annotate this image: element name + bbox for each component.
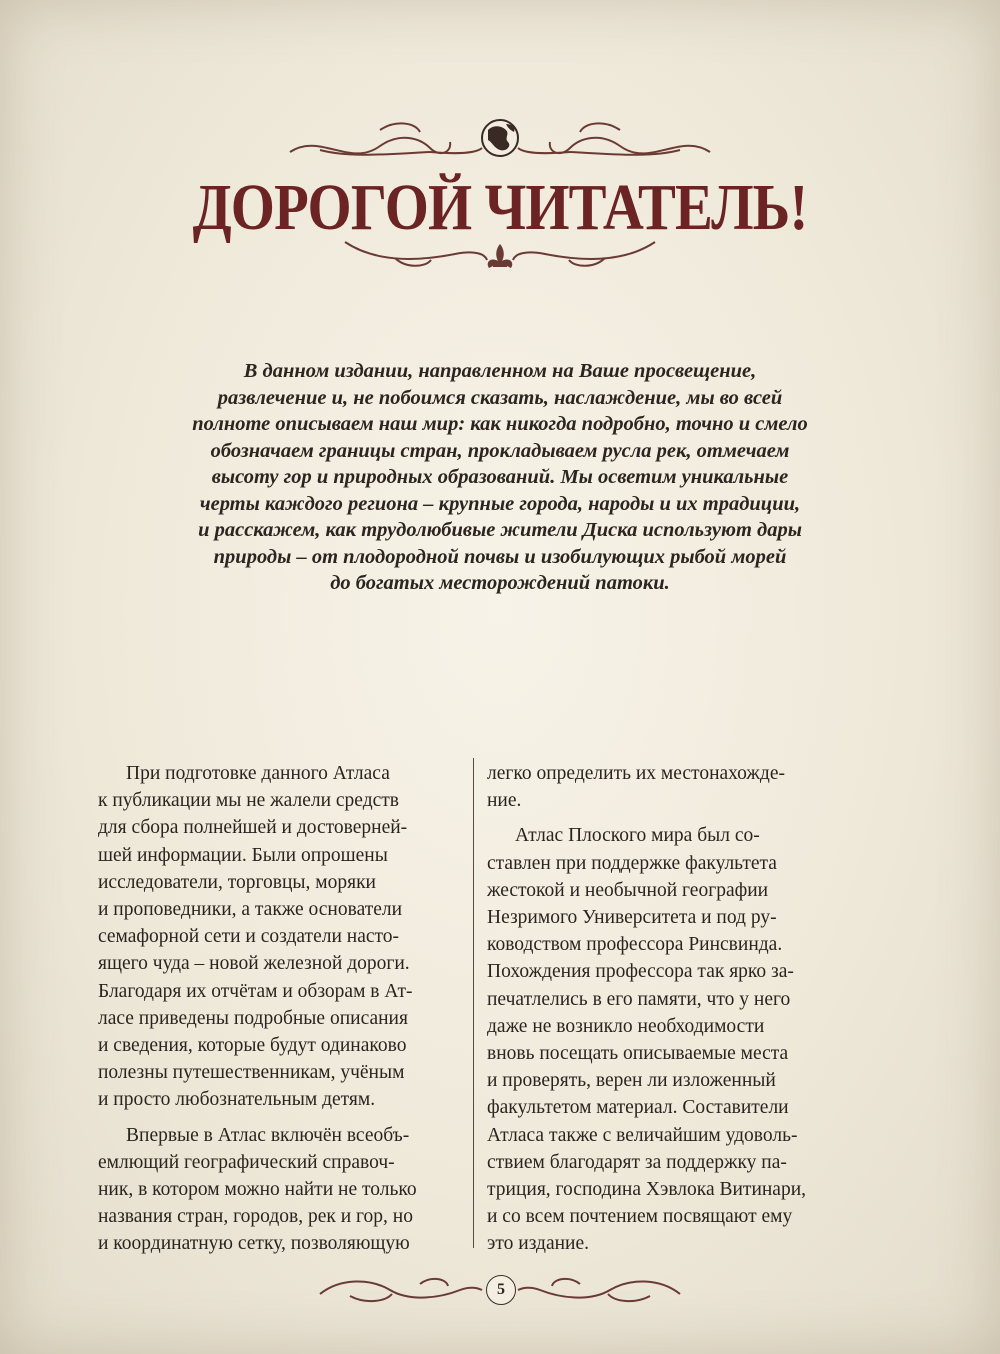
text-line: это издание. xyxy=(487,1233,590,1255)
globe-flourish-icon xyxy=(280,112,720,174)
left-paragraph-2 xyxy=(98,1122,458,1258)
text-line: ководством профессора Ринсвинда. xyxy=(487,934,783,956)
text-line: ящего чуда – новой железной дороги. xyxy=(98,953,410,975)
text-line: ник, в котором можно найти не только xyxy=(98,1179,417,1201)
fleur-de-lis-flourish-icon xyxy=(335,232,665,276)
text-line: жестокой и необычной географии xyxy=(487,879,769,901)
text-line: Похождения профессора так ярко за- xyxy=(487,961,794,983)
page-title: ДОРОГОЙ ЧИТАТЕЛЬ! xyxy=(192,171,808,244)
intro-line: В данном издании, направленном на Ваше просвещение, xyxy=(243,360,757,382)
text-line: ласе приведены подробные описания xyxy=(98,1007,408,1029)
intro-line: обозначаем границы стран, прокладываем русла рек, отмечаем xyxy=(210,439,790,462)
text-line: и проповедники, а также основатели xyxy=(98,899,403,921)
text-line: и координатную сетку, позволяющую xyxy=(98,1233,410,1255)
text-line: к публикации мы не жалели средств xyxy=(98,790,400,812)
text-line: При подготовке данного Атласа xyxy=(126,763,390,784)
text-line: полезны путешественникам, учёным xyxy=(98,1062,405,1084)
left-paragraph-1 xyxy=(98,760,458,1114)
text-line: легко определить их местонахожде- xyxy=(487,763,785,784)
text-line: семафорной сети и создатели насто- xyxy=(98,926,400,948)
left-column xyxy=(98,760,458,1258)
text-line: и со всем почтением посвящают ему xyxy=(487,1206,793,1228)
right-column xyxy=(487,760,847,1258)
text-line: и проверять, верен ли изложенный xyxy=(487,1070,776,1092)
intro-line: высоту гор и природных образований. Мы осветим уникальные xyxy=(211,466,789,488)
text-line: Впервые в Атлас включён всеобъ- xyxy=(126,1124,410,1146)
page-number: 5 xyxy=(486,1275,516,1305)
text-line: ставлен при поддержке факультета xyxy=(487,852,777,874)
text-line: вновь посещать описываемые места xyxy=(487,1043,789,1065)
text-line: Незримого Университета и под ру- xyxy=(487,907,777,929)
text-line: Атлас Плоского мира был со- xyxy=(515,825,760,847)
intro-line: до богатых месторождений патоки. xyxy=(330,572,670,594)
column-divider xyxy=(473,758,474,1248)
text-line: и сведения, которые будут одинаково xyxy=(98,1035,407,1057)
right-paragraph-2 xyxy=(487,822,847,1257)
text-line: Атласа также с величайшим удоволь- xyxy=(487,1124,798,1146)
text-line: и просто любознательным детям. xyxy=(98,1089,376,1111)
text-line: для сбора полнейшей и достоверней- xyxy=(98,817,408,839)
text-line: шей информации. Были опрошены xyxy=(98,844,388,866)
intro-line: и расскажем, как трудолюбивые жители Диска используют дары xyxy=(198,519,802,541)
text-line: факультетом материал. Составители xyxy=(487,1097,789,1119)
text-line: даже не возникло необходимости xyxy=(487,1015,765,1037)
intro-line: черты каждого региона – крупные города, народы и их традиции, xyxy=(199,492,801,515)
intro-line: полноте описываем наш мир: как никогда подробно, точно и смело xyxy=(192,413,808,435)
text-line: триция, господина Хэвлока Витинари, xyxy=(487,1179,807,1201)
text-line: емлющий географический справоч- xyxy=(98,1151,395,1173)
intro-line: природы – от плодородной почвы и изобилующих рыбой морей xyxy=(213,545,787,568)
text-line: названия стран, городов, рек и гор, но xyxy=(98,1206,413,1228)
text-line: исследователи, торговцы, моряки xyxy=(98,871,376,893)
text-line: печатлелись в его памяти, что у него xyxy=(487,988,791,1010)
right-paragraph-1 xyxy=(487,760,847,814)
text-line: Благодаря их отчётам и обзорам в Ат- xyxy=(98,980,413,1002)
intro-paragraph xyxy=(150,358,850,597)
text-line: ние. xyxy=(487,790,522,812)
intro-line: развлечение и, не побоимся сказать, наслаждение, мы во всей xyxy=(217,386,783,409)
text-line: ствием благодарят за поддержку па- xyxy=(487,1151,787,1173)
